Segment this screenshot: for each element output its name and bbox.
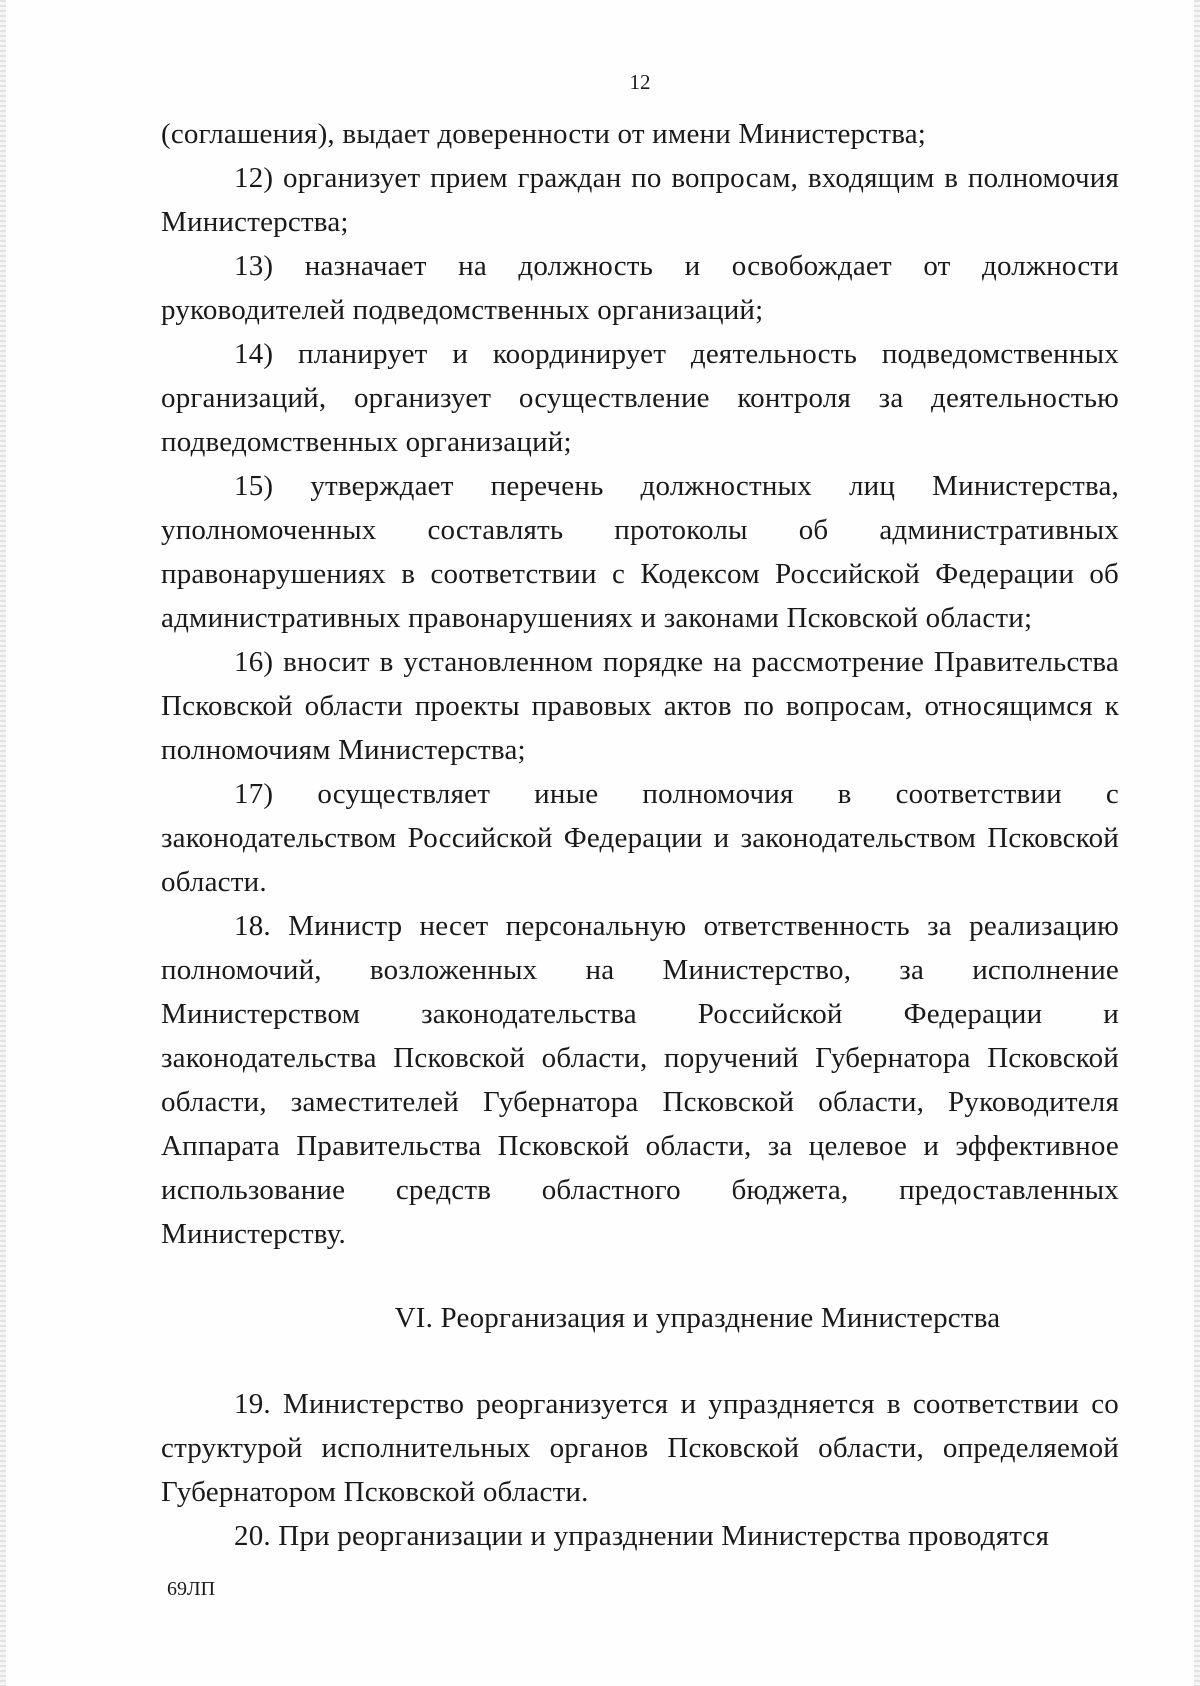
scan-edge-right xyxy=(1194,0,1200,1686)
scan-edge-left xyxy=(0,0,6,1686)
paragraph-continuation: (соглашения), выдает доверенности от имени Министерства; xyxy=(161,118,927,150)
paragraph-item-12: 12) организует прием граждан по вопросам, входящим в полномочия Министерства; xyxy=(161,162,1119,238)
paragraph-item-14: 14) планирует и координирует деятельность подведомственных организаций, организует осуществление контроля за деятельностью подведомственных организаций; xyxy=(161,338,1119,458)
page-number: 12 xyxy=(629,70,651,94)
paragraph-item-15: 15) утверждает перечень должностных лиц Министерства, уполномоченных составлять протоколы об административных правонарушениях в соответствии с Кодексом Российской Федерации об административных правонарушениях и законами Псковской области; xyxy=(161,470,1119,634)
paragraph-item-16: 16) вносит в установленном порядке на рассмотрение Правительства Псковской области проекты правовых актов по вопросам, относящимся к полномочиям Министерства; xyxy=(161,646,1119,766)
footer-code: 69ЛП xyxy=(167,1578,216,1600)
document-body xyxy=(161,112,1119,1558)
paragraph-item-17: 17) осуществляет иные полномочия в соответствии с законодательством Российской Федерации и законодательством Псковской области. xyxy=(161,778,1119,898)
paragraph-clause-19: 19. Министерство реорганизуется и упраздняется в соответствии со структурой исполнительных органов Псковской области, определяемой Губернатором Псковской области. xyxy=(161,1388,1119,1508)
paragraph-clause-20: 20. При реорганизации и упразднении Министерства проводятся xyxy=(234,1520,1050,1552)
section-heading: VI. Реорганизация и упразднение Министерства xyxy=(394,1302,1001,1334)
paragraph-clause-18: 18. Министр несет персональную ответственность за реализацию полномочий, возложенных на Министерство, за исполнение Министерством законодательства Российской Федерации и законодательства Псковской области, поручений Губернатора Псковской области, заместителей Губернатора Псковской области, Руководителя Аппарата Правительства Псковской области, за целевое и эффективное использование средств областного бюджета, предоставленных Министерству. xyxy=(161,910,1119,1250)
paragraph-item-13: 13) назначает на должность и освобождает от должности руководителей подведомственных организаций; xyxy=(161,250,1119,326)
